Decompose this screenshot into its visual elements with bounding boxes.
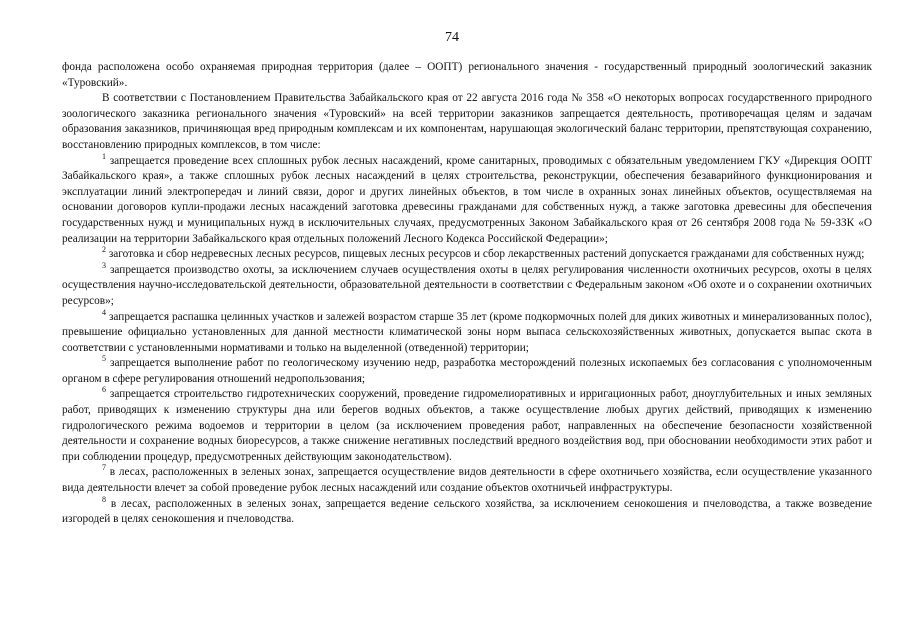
list-item-7 bbox=[62, 465, 872, 496]
item-text: в лесах, расположенных в зеленых зонах, запрещается ведение сельского хозяйства, за исключением сенокошения и пчеловодства, а также возведение изгородей в целях сенокошения и пчеловодства. bbox=[62, 497, 872, 526]
paragraph-decree: В соответствии с Постановлением Правительства Забайкальского края от 22 августа 2016 года № 358 «О некоторых вопросах государственного природного зоологического заказника регионального значения «Туровский» на всей территории заказников запрещается деятельность, противоречащая целям и задачам образования заказников, причиняющая вред природным комплексам и их компонентам, нарушающая экологический баланс территории, препятствующая сохранению, восстановлению природных комплексов, в том числе: bbox=[62, 92, 872, 151]
paragraph-intro: фонда расположена особо охраняемая природная территория (далее – ООПТ) регионального значения - государственный природный зоологический заказник «Туровский». bbox=[62, 61, 872, 89]
item-number: 7 bbox=[102, 463, 106, 473]
list-item-8 bbox=[62, 494, 872, 528]
item-text: запрещается строительство гидротехнических сооружений, проведение гидромелиоративных и ирригационных работ, дноуглубительных и иных земляных работ, приводящих к изменению структуры дна или берегов водных объектов, а также осуществление любых других действий, приводящих к изменению гидрологического режима водоемов и территории в целом (за исключением проведения работ, направленных на обеспечение безопасности хозяйственной деятельности и сохранение водных биоресурсов, а также снижение негативных последствий вредного воздействия вод, при обосновании необходимости этих работ и при соблюдении процедур, предусмотренных действующим законодательством). bbox=[62, 388, 872, 463]
item-number: 8 bbox=[102, 494, 106, 504]
item-number: 1 bbox=[102, 151, 106, 161]
item-text: заготовка и сбор недревесных лесных ресурсов, пищевых лесных ресурсов и сбор лекарственных растений допускается гражданами для собственных нужд; bbox=[106, 248, 865, 261]
document-body bbox=[62, 60, 872, 528]
item-text: запрещается проведение всех сплошных рубок лесных насаждений, кроме санитарных, проводимых с обязательным уведомлением ГКУ «Дирекция ООПТ Забайкальского края», а также сплошных рубок лесных насаждений в целях строительства, реконструкции, обеспечения безаварийного функционирования и эксплуатации линий электропередач и линий связи, дорог и других линейных объектов, в том числе в охранных зонах линейных объектов, осуществляемая на основании договоров купли-продажи лесных насаждений заготовка древесины гражданами для собственных нужд, а также заготовка древесины для обеспечения государственных нужд и муниципальных нужд в исключительных случаях, предусмотренных Законом Забайкальского края от 26 сентября 2008 года № 59-ЗЗК «О реализации на территории Забайкальского края отдельных положений Лесного Кодекса Российской Федерации»; bbox=[62, 154, 872, 245]
item-text: в лесах, расположенных в зеленых зонах, запрещается осуществление видов деятельности в сфере охотничьего хозяйства, если осуществление указанного вида деятельности влечет за собой проведение рубок лесных насаждений или создание объектов охотничьей инфраструктуры. bbox=[62, 466, 872, 495]
list-item-1 bbox=[62, 151, 872, 248]
list-item-5 bbox=[62, 356, 872, 387]
page-number: 74 bbox=[445, 30, 459, 45]
item-number: 4 bbox=[102, 307, 106, 317]
list-item-4 bbox=[62, 307, 872, 357]
item-text: запрещается выполнение работ по геологическому изучению недр, разработка месторождений полезных ископаемых без согласования с уполномоченным органом в сфере регулирования отношений недропользования; bbox=[62, 357, 872, 385]
list-item-2 bbox=[62, 247, 872, 263]
list-item-6 bbox=[62, 387, 872, 465]
item-number: 2 bbox=[102, 245, 106, 255]
item-text: запрещается производство охоты, за исключением случаев осуществления охоты в целях регулирования численности охотничьих ресурсов, охоты в целях осуществления научно-исследовательской деятельности, образовательной деятельности в соответствии с Федеральным законом «Об охоте и о сохранении охотничьих ресурсов»; bbox=[62, 263, 872, 307]
item-number: 6 bbox=[102, 385, 106, 395]
list-item-3 bbox=[62, 260, 872, 310]
item-text: запрещается распашка целинных участков и залежей возрастом старше 35 лет (кроме подкормочных полей для диких животных и минерализованных полос), превышение официально установленных для данной местности климатической зоны норм выпаса сельскохозяйственных животных, допускается выпас скота в соответствии с установленными нормативами и только на выделенной (отведенной) территории; bbox=[62, 310, 872, 354]
item-number: 5 bbox=[102, 354, 106, 364]
item-number: 3 bbox=[102, 260, 106, 270]
